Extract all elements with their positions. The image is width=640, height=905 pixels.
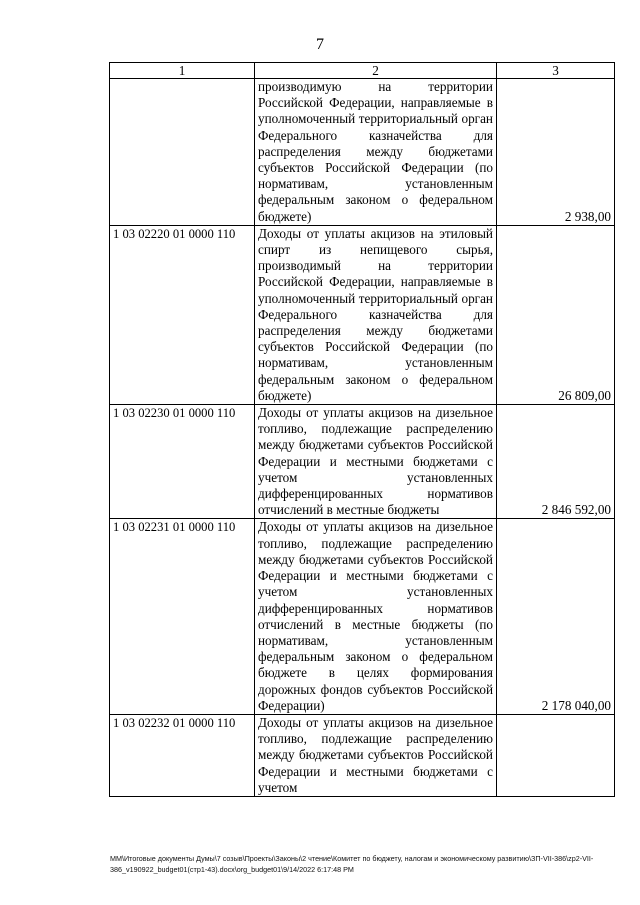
table-row [110,519,615,714]
page-number: 7 [316,36,324,53]
row-amount: 2 846 592,00 [497,405,615,519]
document-path-footer: MM\Итоговые документы Думы\7 созыв\Проекты\Законы\2 чтение\Комитет по бюджету, налогам и экономическому развитию\ЗП-VII-386\zp2-VII-386_v190922_budget01(стр1-43).docx\org_budget01\9/14/2022 6:17:48 PM [110,854,594,874]
column-header-amount: 3 [497,63,615,79]
row-amount [497,714,615,796]
row-amount: 2 178 040,00 [497,519,615,714]
row-code: 1 03 02220 01 0000 110 [110,225,255,404]
column-header-description: 2 [255,63,497,79]
row-code: 1 03 02230 01 0000 110 [110,405,255,519]
row-amount: 2 938,00 [497,79,615,226]
table-row [110,225,615,404]
row-description: Доходы от уплаты акцизов на дизельное топливо, подлежащие распределению между бюджетами субъектов Российской Федерации и местными бюджетами с учетом [255,714,497,796]
table-row [110,714,615,796]
table-row [110,79,615,226]
row-description: Доходы от уплаты акцизов на дизельное топливо, подлежащие распределению между бюджетами субъектов Российской Федерации и местными бюджетами с учетом установленных дифференцированных нормативов отчислений в местные бюджеты [255,405,497,519]
row-description: Доходы от уплаты акцизов на этиловый спирт из непищевого сырья, производимый на территории Российской Федерации, направляемые в уполномоченный территориальный орган Федерального казначейства для распределения между бюджетами субъектов Российской Федерации (по нормативам, установленным федеральным законом о федеральном бюджете) [255,225,497,404]
row-code: 1 03 02232 01 0000 110 [110,714,255,796]
table-header-row [110,63,615,79]
column-header-code: 1 [110,63,255,79]
row-description: Доходы от уплаты акцизов на дизельное топливо, подлежащие распределению между бюджетами субъектов Российской Федерации и местными бюджетами с учетом установленных дифференцированных нормативов отчислений в местные бюджеты (по нормативам, установленным федеральным законом о федеральном бюджете в целях формирования дорожных фондов субъектов Российской Федерации) [255,519,497,714]
row-code [110,79,255,226]
budget-revenue-table [109,62,615,797]
table-row [110,405,615,519]
row-code: 1 03 02231 01 0000 110 [110,519,255,714]
row-amount: 26 809,00 [497,225,615,404]
row-description: производимую на территории Российской Федерации, направляемые в уполномоченный территориальный орган Федерального казначейства для распределения между бюджетами субъектов Российской Федерации (по нормативам, установленным федеральным законом о федеральном бюджете) [255,79,497,226]
